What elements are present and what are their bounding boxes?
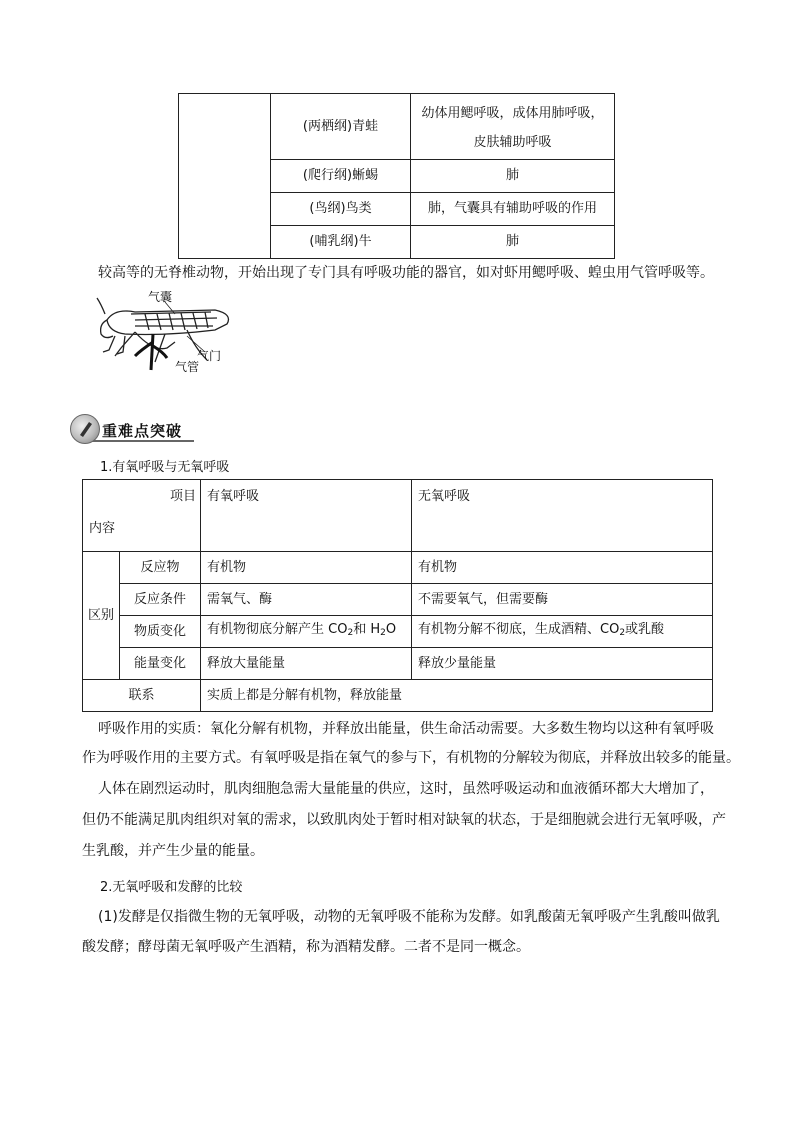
header-anaerobic: 无氧呼吸 <box>412 480 713 552</box>
table-row <box>83 680 713 712</box>
banner-title: 重难点突破 <box>102 422 183 440</box>
link-label: 联系 <box>83 680 201 712</box>
anaerobic-cell: 释放少量能量 <box>412 648 713 680</box>
table-row <box>83 616 713 648</box>
table-header-row <box>83 480 713 552</box>
organ-cell: 肺，气囊具有辅助呼吸的作用 <box>411 193 615 226</box>
animal-cell: (鸟纲)鸟类 <box>271 193 411 226</box>
table-row <box>83 648 713 680</box>
paragraph-line: 但仍不能满足肌肉组织对氧的需求，以致肌肉处于暂时相对缺氧的状态，于是细胞就会进行无氧呼吸，产 <box>82 812 726 828</box>
grasshopper-figure <box>95 290 235 375</box>
intro-paragraph: 较高等的无脊椎动物，开始出现了专门具有呼吸功能的器官，如对虾用鳃呼吸、蝗虫用气管呼吸等。 <box>98 265 714 281</box>
respiration-comparison-table <box>82 479 713 712</box>
paragraph-line: 酸发酵；酵母菌无氧呼吸产生酒精，称为酒精发酵。二者不是同一概念。 <box>82 939 530 955</box>
paragraph-line: 人体在剧烈运动时，肌肉细胞急需大量能量的供应，这时，虽然呼吸运动和血液循环都大大增加了， <box>98 781 714 797</box>
pen-badge-icon <box>70 414 100 444</box>
link-text: 实质上都是分解有机物，释放能量 <box>201 680 713 712</box>
aerobic-cell: 有机物彻底分解产生 $CO_2$和 $H_2O$ <box>201 616 412 648</box>
animal-cell: (爬行纲)蜥蜴 <box>271 160 411 193</box>
header-content: 内容 <box>89 521 116 536</box>
row-label: 反应物 <box>120 552 201 584</box>
anaerobic-cell: 有机物 <box>412 552 713 584</box>
item1-title: 1.有氧呼吸与无氧呼吸 <box>100 460 230 475</box>
respiratory-organ-table <box>178 93 615 259</box>
section-banner <box>70 414 195 444</box>
label-trachea: 气管 <box>175 360 200 374</box>
row-label: 物质变化 <box>120 616 201 648</box>
diagonal-header-cell <box>83 480 201 552</box>
paragraph-line: 呼吸作用的实质：氧化分解有机物，并释放出能量，供生命活动需要。大多数生物均以这种有氧呼吸 <box>98 721 714 737</box>
paragraph-line: (1)发酵是仅指微生物的无氧呼吸，动物的无氧呼吸不能称为发酵。如乳酸菌无氧呼吸产生乳酸叫做乳 <box>98 909 720 925</box>
anaerobic-cell: 有机物分解不彻底，生成酒精、$CO_2$或乳酸 <box>412 616 713 648</box>
row-label: 能量变化 <box>120 648 201 680</box>
paragraph-line: 作为呼吸作用的主要方式。有氧呼吸是指在氧气的参与下，有机物的分解较为彻底，并释放出较多的能量。 <box>82 750 740 766</box>
anaerobic-cell: 不需要氧气，但需要酶 <box>412 584 713 616</box>
organ-cell <box>411 94 615 160</box>
group-label: 区别 <box>83 552 120 680</box>
organ-line: 幼体用鳃呼吸，成体用肺呼吸， <box>421 106 604 121</box>
organ-cell: 肺 <box>411 226 615 259</box>
table-cell-empty <box>179 94 271 259</box>
aerobic-cell: 需氧气、酶 <box>201 584 412 616</box>
label-spiracle: 气门 <box>197 349 222 363</box>
table-row <box>83 584 713 616</box>
aerobic-cell: 释放大量能量 <box>201 648 412 680</box>
header-item: 项目 <box>169 489 196 504</box>
aerobic-cell: 有机物 <box>201 552 412 584</box>
header-aerobic: 有氧呼吸 <box>201 480 412 552</box>
row-label: 反应条件 <box>120 584 201 616</box>
paragraph-line: 生乳酸，并产生少量的能量。 <box>82 843 264 859</box>
item2-title: 2.无氧呼吸和发酵的比较 <box>100 880 243 895</box>
organ-line: 皮肤辅助呼吸 <box>473 135 552 150</box>
table-row <box>83 552 713 584</box>
animal-cell: (两栖纲)青蛙 <box>271 94 411 160</box>
organ-cell: 肺 <box>411 160 615 193</box>
animal-cell: (哺乳纲)牛 <box>271 226 411 259</box>
table-row <box>179 94 615 160</box>
label-airsac: 气囊 <box>148 290 173 304</box>
